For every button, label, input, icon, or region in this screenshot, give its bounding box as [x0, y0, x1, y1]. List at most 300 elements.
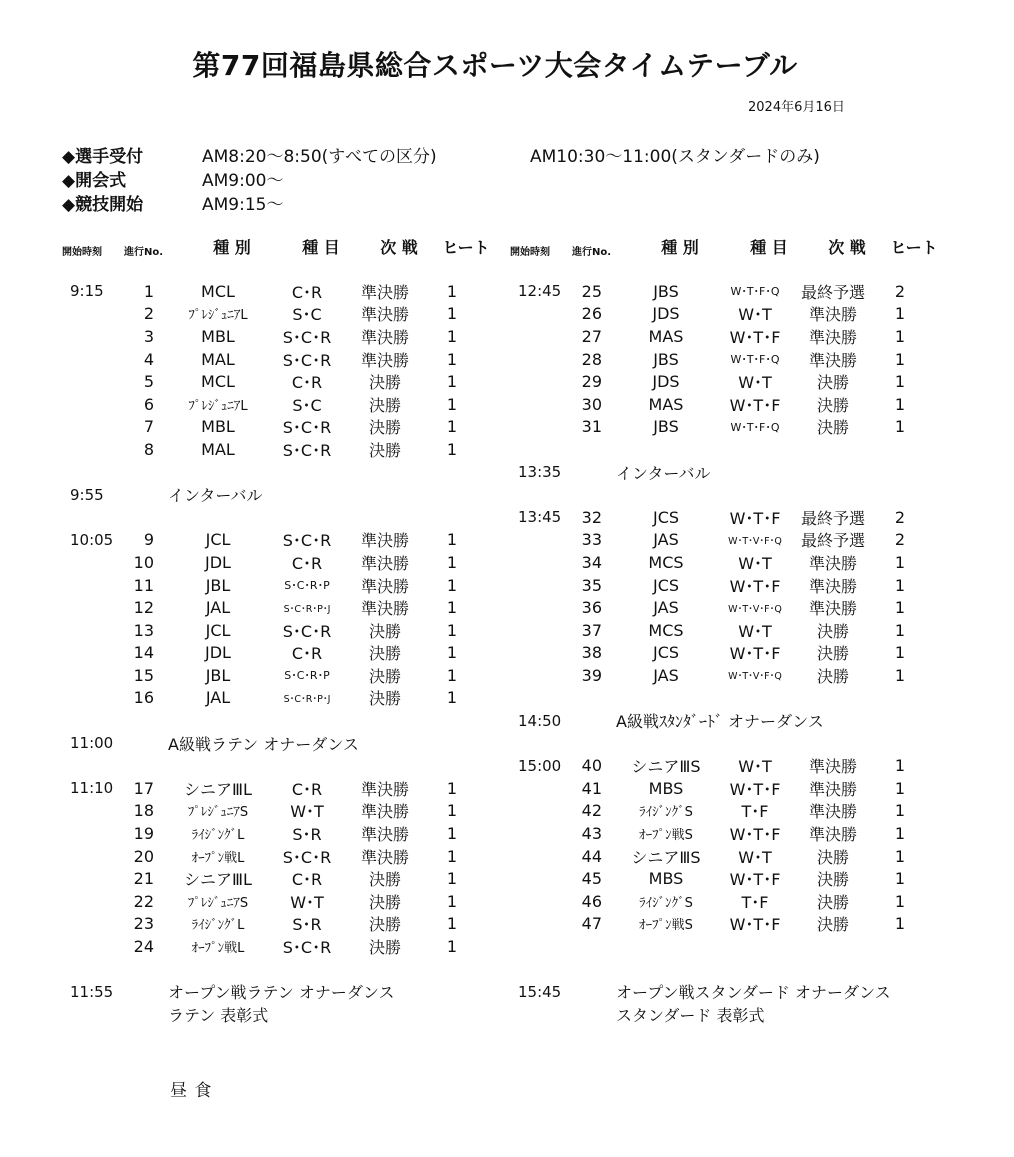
next-round: 準決勝: [360, 327, 409, 347]
heat-count: 1: [894, 349, 906, 369]
event-item: S･C･R: [282, 621, 332, 641]
heat-count: 1: [446, 891, 458, 911]
event-date: 2024年6月16日: [748, 100, 845, 115]
header-round: 次 戦: [828, 238, 866, 257]
schedule-note: オープン戦スタンダード オナーダンス: [616, 983, 891, 1003]
next-round: 決勝: [368, 666, 401, 686]
schedule-note: A級戦ラテン オナーダンス: [168, 734, 359, 754]
table-row: [510, 551, 950, 574]
category: ﾌﾟﾚｼﾞｭﾆｱL: [188, 398, 248, 414]
table-row: [62, 867, 502, 890]
next-round: 決勝: [816, 847, 849, 867]
progress-no: 9: [143, 530, 154, 550]
next-round: 準決勝: [360, 531, 409, 551]
row-spacer: [62, 709, 502, 732]
heat-count: 1: [894, 846, 906, 866]
table-row: [62, 664, 502, 687]
progress-no: 47: [581, 914, 602, 934]
heat-count: 1: [446, 417, 458, 437]
heat-count: 1: [446, 620, 458, 640]
progress-no: 2: [143, 304, 154, 324]
schedule-note: インターバル: [616, 463, 711, 483]
heat-count: 1: [894, 326, 906, 346]
heat-count: 1: [446, 778, 458, 798]
schedule-rows: [62, 280, 502, 1026]
table-row: [62, 574, 502, 597]
header-item: 種 目: [750, 238, 788, 257]
table-row: [62, 551, 502, 574]
table-row: [62, 777, 502, 800]
category: シニアⅢL: [184, 779, 252, 799]
category: JCS: [652, 643, 680, 663]
next-round: 準決勝: [808, 779, 857, 799]
heat-count: 1: [894, 914, 906, 934]
event-item: W･T: [290, 802, 324, 822]
table-row: [62, 935, 502, 958]
progress-no: 8: [143, 439, 154, 459]
next-round: 決勝: [816, 395, 849, 415]
progress-no: 21: [133, 869, 154, 889]
header-no: 進行No.: [124, 247, 164, 258]
heat-count: 1: [894, 824, 906, 844]
event-item: W･T･F: [729, 395, 781, 415]
category: JBS: [653, 349, 679, 369]
category: JDL: [205, 552, 231, 572]
category: シニアⅢS: [631, 847, 701, 867]
event-item: S･C･R･P: [284, 579, 330, 593]
table-row: [62, 800, 502, 823]
event-item: W･T･F: [729, 576, 781, 596]
schedule-rows: [510, 280, 950, 1026]
info-value: AM8:20〜8:50(すべての区分): [202, 146, 437, 167]
table-header: [510, 234, 950, 258]
schedule-note-row: [510, 709, 950, 732]
start-time: 14:50: [518, 711, 562, 730]
schedule-note: オープン戦ラテン オナーダンス: [168, 983, 395, 1003]
event-item: S･C･R･P: [284, 669, 330, 683]
next-round: 決勝: [816, 373, 849, 393]
next-round: 準決勝: [360, 282, 409, 302]
next-round: 決勝: [368, 892, 401, 912]
event-item: W･T: [738, 847, 772, 867]
category: ﾌﾟﾚｼﾞｭﾆｱS: [187, 895, 249, 911]
schedule-note-row: [62, 980, 502, 1003]
table-row: [510, 845, 950, 868]
header-item: 種 目: [302, 238, 340, 257]
table-row: [62, 348, 502, 371]
event-item: S･C･R: [282, 327, 332, 347]
next-round: 準決勝: [360, 576, 409, 596]
table-row: [510, 890, 950, 913]
heat-count: 1: [446, 326, 458, 346]
heat-count: 1: [446, 394, 458, 414]
progress-no: 45: [581, 869, 602, 889]
category: ﾌﾟﾚｼﾞｭﾆｱS: [187, 805, 249, 821]
progress-no: 16: [133, 688, 154, 708]
category: MBS: [648, 778, 684, 798]
next-round: 準決勝: [360, 847, 409, 867]
info-value: AM9:15〜: [202, 194, 284, 215]
next-round: 決勝: [816, 666, 849, 686]
table-row: [62, 890, 502, 913]
category: MCS: [648, 620, 684, 640]
table-row: [62, 822, 502, 845]
progress-no: 35: [581, 575, 602, 595]
heat-count: 1: [894, 665, 906, 685]
heat-count: 1: [446, 598, 458, 618]
next-round: 決勝: [816, 915, 849, 935]
progress-no: 14: [133, 643, 154, 663]
progress-no: 17: [133, 778, 154, 798]
table-header: [62, 234, 502, 258]
table-row: [62, 529, 502, 552]
next-round: 決勝: [816, 418, 849, 438]
table-row: [510, 325, 950, 348]
table-row: [510, 348, 950, 371]
category: MBL: [201, 417, 235, 437]
table-row: [62, 370, 502, 393]
progress-no: 25: [581, 281, 602, 301]
event-item: T･F: [741, 802, 769, 822]
category: ｵｰﾌﾟﾝ戦L: [191, 941, 245, 957]
progress-no: 39: [581, 665, 602, 685]
progress-no: 15: [133, 665, 154, 685]
category: JAS: [653, 598, 679, 618]
next-round: 決勝: [368, 689, 401, 709]
next-round: 準決勝: [808, 305, 857, 325]
category: ﾌﾟﾚｼﾞｭﾆｱL: [188, 308, 248, 324]
event-item: W･T･F: [729, 779, 781, 799]
progress-no: 43: [581, 824, 602, 844]
schedule-note-row: [510, 1003, 950, 1026]
header-heat: ヒート: [442, 238, 490, 257]
table-row: [510, 913, 950, 936]
event-item: W･T･F: [729, 644, 781, 664]
progress-no: 4: [143, 349, 154, 369]
next-round: 決勝: [368, 621, 401, 641]
page-title: 第77回福島県総合スポーツ大会タイムテーブル: [192, 49, 798, 82]
table-row: [510, 416, 950, 439]
heat-count: 1: [446, 643, 458, 663]
heat-count: 1: [446, 846, 458, 866]
event-item: W･T･F･Q: [730, 353, 780, 367]
schedule-right: [510, 234, 950, 1026]
event-item: S･C･R: [282, 350, 332, 370]
heat-count: 1: [446, 372, 458, 392]
heat-count: 2: [894, 530, 906, 550]
event-item: C･R: [291, 282, 323, 302]
event-item: W･T: [738, 757, 772, 777]
category: JDS: [652, 372, 680, 392]
category: JCS: [652, 507, 680, 527]
category: ﾗｲｼﾞﾝｸﾞS: [639, 805, 693, 821]
next-round: 決勝: [368, 440, 401, 460]
heat-count: 1: [894, 801, 906, 821]
heat-count: 1: [446, 688, 458, 708]
progress-no: 24: [133, 937, 154, 957]
next-round: 決勝: [816, 644, 849, 664]
row-spacer: [62, 754, 502, 777]
table-row: [510, 867, 950, 890]
progress-no: 20: [133, 846, 154, 866]
event-item: W･T･F: [729, 327, 781, 347]
progress-no: 29: [581, 372, 602, 392]
event-item: C･R: [291, 644, 323, 664]
next-round: 準決勝: [360, 779, 409, 799]
progress-no: 18: [133, 801, 154, 821]
heat-count: 1: [446, 530, 458, 550]
heat-count: 1: [894, 552, 906, 572]
event-item: C･R: [291, 553, 323, 573]
table-row: [62, 619, 502, 642]
progress-no: 46: [581, 891, 602, 911]
event-item: W･T: [738, 305, 772, 325]
heat-count: 1: [894, 756, 906, 776]
progress-no: 42: [581, 801, 602, 821]
row-spacer: [510, 732, 950, 755]
progress-no: 30: [581, 394, 602, 414]
next-round: 準決勝: [808, 350, 857, 370]
event-item: W･T･V･F･Q: [728, 671, 782, 683]
category: JBS: [653, 417, 679, 437]
next-round: 準決勝: [360, 350, 409, 370]
start-time: 13:45: [518, 508, 562, 527]
header-round: 次 戦: [380, 238, 418, 257]
category: JAS: [653, 665, 679, 685]
table-row: [62, 303, 502, 326]
next-round: 準決勝: [808, 757, 857, 777]
header-no: 進行No.: [572, 247, 612, 258]
table-row: [510, 393, 950, 416]
schedule-note-row: [62, 732, 502, 755]
info-row-reception: [62, 142, 820, 166]
progress-no: 36: [581, 598, 602, 618]
table-row: [510, 596, 950, 619]
next-round: 決勝: [816, 621, 849, 641]
event-item: C･R: [291, 870, 323, 890]
category: JCS: [652, 575, 680, 595]
next-round: 最終予選: [800, 282, 865, 302]
header-category: 種 別: [661, 238, 699, 257]
table-row: [510, 370, 950, 393]
heat-count: 1: [446, 304, 458, 324]
next-round: 準決勝: [360, 305, 409, 325]
progress-no: 44: [581, 846, 602, 866]
info-label: ◆競技開始: [62, 194, 144, 215]
category: JCL: [205, 620, 231, 640]
next-round: 最終予選: [800, 508, 865, 528]
event-item: W･T･V･F･Q: [728, 603, 782, 615]
progress-no: 11: [133, 575, 154, 595]
heat-count: 1: [894, 869, 906, 889]
table-row: [62, 642, 502, 665]
lunch-label: 昼 食: [170, 1081, 213, 1101]
table-row: [510, 822, 950, 845]
schedule-note-row: [510, 980, 950, 1003]
progress-no: 32: [581, 507, 602, 527]
heat-count: 1: [894, 643, 906, 663]
table-row: [62, 416, 502, 439]
row-spacer: [510, 438, 950, 461]
header-time: 開始時刻: [510, 247, 550, 258]
event-item: W･T: [290, 892, 324, 912]
table-row: [62, 393, 502, 416]
start-time: 12:45: [518, 282, 562, 301]
schedule-left: [62, 234, 502, 1026]
table-row: [62, 438, 502, 461]
progress-no: 26: [581, 304, 602, 324]
category: JDS: [652, 304, 680, 324]
heat-count: 1: [446, 665, 458, 685]
heat-count: 1: [446, 824, 458, 844]
category: MCL: [201, 372, 235, 392]
heat-count: 1: [446, 937, 458, 957]
event-item: W･T･V･F･Q: [728, 535, 782, 547]
progress-no: 7: [143, 417, 154, 437]
start-time: 11:55: [70, 982, 114, 1001]
next-round: 決勝: [368, 870, 401, 890]
heat-count: 2: [894, 507, 906, 527]
progress-no: 6: [143, 394, 154, 414]
progress-no: 19: [133, 824, 154, 844]
category: JAL: [205, 598, 231, 618]
table-row: [62, 280, 502, 303]
header-heat: ヒート: [890, 238, 938, 257]
heat-count: 1: [894, 417, 906, 437]
table-row: [510, 506, 950, 529]
progress-no: 34: [581, 552, 602, 572]
schedule-note: スタンダード 表彰式: [616, 1005, 765, 1025]
event-item: S･C･R･P･J: [283, 603, 331, 615]
progress-no: 13: [133, 620, 154, 640]
next-round: 準決勝: [360, 802, 409, 822]
event-item: W･T･F: [729, 915, 781, 935]
heat-count: 1: [894, 891, 906, 911]
heat-count: 1: [446, 914, 458, 934]
table-row: [510, 574, 950, 597]
table-row: [62, 325, 502, 348]
event-item: S･C･R: [282, 938, 332, 958]
table-row: [510, 754, 950, 777]
category: ｵｰﾌﾟﾝ戦S: [639, 828, 693, 844]
category: ｵｰﾌﾟﾝ戦S: [639, 918, 693, 934]
heat-count: 1: [894, 778, 906, 798]
table-row: [62, 596, 502, 619]
table-row: [510, 800, 950, 823]
event-item: S･R: [292, 915, 322, 935]
event-item: W･T: [738, 621, 772, 641]
category: JBS: [653, 281, 679, 301]
progress-no: 1: [143, 281, 154, 301]
event-item: S･C･R･P･J: [283, 693, 331, 705]
category: JBL: [205, 575, 231, 595]
start-time: 11:10: [70, 779, 114, 798]
schedule-note: A級戦ｽﾀﾝﾀﾞｰﾄﾞ オナーダンス: [616, 712, 824, 732]
event-item: C･R: [291, 779, 323, 799]
event-item: W･T･F･Q: [730, 285, 780, 299]
schedule-note: インターバル: [168, 486, 263, 506]
table-row: [62, 687, 502, 710]
table-row: [510, 777, 950, 800]
event-item: S･C･R: [282, 418, 332, 438]
event-item: W･T･F･Q: [730, 420, 780, 434]
progress-no: 3: [143, 326, 154, 346]
next-round: 決勝: [368, 418, 401, 438]
row-spacer: [510, 687, 950, 710]
info-label: ◆開会式: [62, 170, 127, 191]
start-time: 11:00: [70, 734, 114, 753]
info-block: [62, 142, 820, 214]
event-item: S･C･R: [282, 440, 332, 460]
event-item: W･T･F: [729, 825, 781, 845]
heat-count: 1: [894, 304, 906, 324]
schedule-note-row: [62, 1003, 502, 1026]
event-item: W･T･F: [729, 508, 781, 528]
progress-no: 41: [581, 778, 602, 798]
progress-no: 31: [581, 417, 602, 437]
category: MBL: [201, 326, 235, 346]
info-value: AM9:00〜: [202, 170, 284, 191]
header-time: 開始時刻: [62, 247, 102, 258]
progress-no: 23: [133, 914, 154, 934]
event-item: S･C: [292, 395, 322, 415]
heat-count: 1: [446, 869, 458, 889]
row-spacer: [510, 483, 950, 506]
next-round: 準決勝: [808, 825, 857, 845]
next-round: 決勝: [816, 892, 849, 912]
table-row: [510, 529, 950, 552]
table-row: [510, 642, 950, 665]
next-round: 決勝: [816, 870, 849, 890]
heat-count: 1: [446, 281, 458, 301]
next-round: 準決勝: [808, 553, 857, 573]
category: MCL: [201, 281, 235, 301]
header-category: 種 別: [213, 238, 251, 257]
table-row: [510, 280, 950, 303]
info-row-opening: [62, 166, 820, 190]
progress-no: 27: [581, 326, 602, 346]
category: シニアⅢS: [631, 757, 701, 777]
heat-count: 1: [894, 575, 906, 595]
table-row: [510, 619, 950, 642]
progress-no: 5: [143, 372, 154, 392]
start-time: 13:35: [518, 463, 562, 482]
event-item: S･C･R: [282, 531, 332, 551]
progress-no: 33: [581, 530, 602, 550]
start-time: 15:00: [518, 756, 562, 775]
event-item: W･T: [738, 553, 772, 573]
next-round: 決勝: [368, 915, 401, 935]
event-item: S･C･R: [282, 847, 332, 867]
category: MAL: [201, 439, 235, 459]
next-round: 最終予選: [800, 531, 865, 551]
category: MAS: [648, 394, 684, 414]
info-row-start: [62, 190, 820, 214]
category: MBS: [648, 869, 684, 889]
category: ﾗｲｼﾞﾝｸﾞS: [639, 895, 693, 911]
heat-count: 2: [894, 281, 906, 301]
progress-no: 28: [581, 349, 602, 369]
category: JCL: [205, 530, 231, 550]
category: JAS: [653, 530, 679, 550]
category: JBL: [205, 665, 231, 685]
category: シニアⅢL: [184, 870, 252, 890]
table-row: [62, 845, 502, 868]
event-item: W･T･F: [729, 870, 781, 890]
row-spacer: [510, 935, 950, 958]
start-time: 10:05: [70, 530, 114, 549]
category: ｵｰﾌﾟﾝ戦L: [191, 850, 245, 866]
